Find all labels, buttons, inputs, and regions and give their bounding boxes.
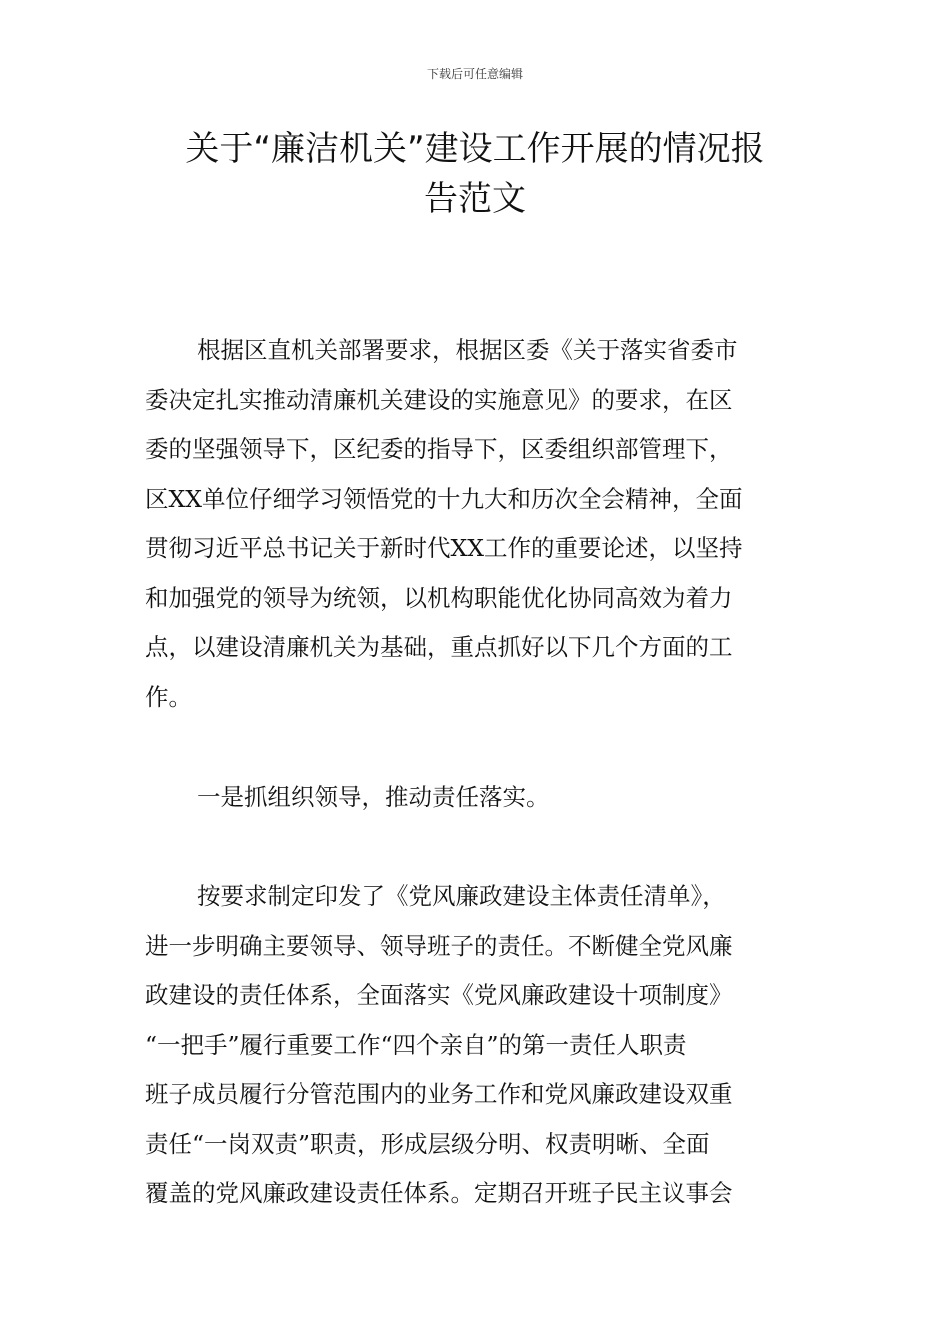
paragraph-line: 进一步明确主要领导、领导班子的责任。不断健全党风廉	[145, 931, 733, 960]
header-note: 下载后可任意编辑	[426, 67, 523, 81]
paragraph-line: 根据区直机关部署要求，根据区委《关于落实省委市	[197, 336, 738, 364]
paragraph-line: 覆盖的党风廉政建设责任体系。定期召开班子民主议事会	[145, 1179, 733, 1207]
paragraph-line: 按要求制定印发了《党风廉政建设主体责任清单》，	[197, 882, 726, 910]
section-heading	[145, 773, 809, 823]
paragraph-line: 贯彻习近平总书记关于新时代XX工作的重要论述，以坚持	[145, 534, 743, 562]
paragraph-line: 责任“一岗双责”职责，形成层级分明、权责明晰、全面	[145, 1129, 710, 1158]
paragraph-line: 班子成员履行分管范围内的业务工作和党风廉政建设双重	[145, 1080, 733, 1108]
paragraph-line: 政建设的责任体系，全面落实《党风廉政建设十项制度》	[145, 981, 733, 1009]
paragraph-line: 点，以建设清廉机关为基础，重点抓好以下几个方面的工	[145, 633, 733, 661]
document-title	[150, 124, 800, 224]
paragraph-intro	[145, 326, 809, 722]
paragraph-line: 和加强党的领导为统领，以机构职能优化协同高效为着力	[145, 583, 733, 612]
paragraph-line: “一把手”履行重要工作“四个亲自”的第一责任人职责	[145, 1030, 687, 1059]
paragraph-responsibility	[145, 872, 809, 1219]
paragraph-line: 委决定扎实推动清廉机关建设的实施意见》的要求，在区	[145, 385, 733, 414]
paragraph-line: 作。	[145, 682, 192, 711]
title-line: 告范文	[424, 179, 526, 219]
paragraph-line: 委的坚强领导下，区纪委的指导下，区委组织部管理下，	[145, 435, 733, 463]
paragraph-line: 区XX单位仔细学习领悟党的十九大和历次全会精神，全面	[145, 484, 743, 513]
title-line: 关于“廉洁机关”建设工作开展的情况报	[185, 129, 765, 169]
section-heading-text: 一是抓组织领导，推动责任落实。	[197, 783, 550, 811]
